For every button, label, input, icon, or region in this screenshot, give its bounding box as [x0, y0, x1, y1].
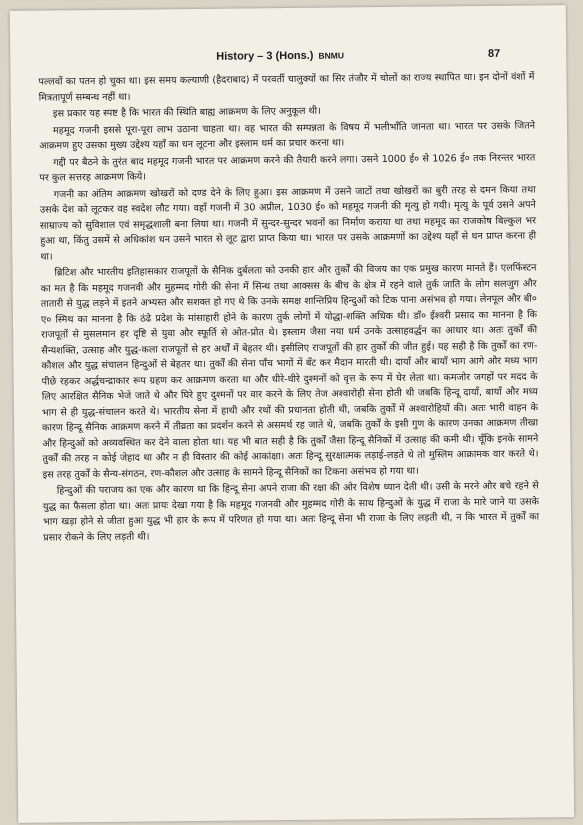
paragraph: महमूद गजनी इससे पूरा-पूरा लाभ उठाना चाहता था। वह भारत की सम्पन्नता के विषय में भलीभाँति जानता था। भारत पर उसके जितने आक्रमण हुए उसका मुख्य उद्देश्य यहाँ का धन लूटना और इस्लाम धर्म का प्रचार करना था।	[39, 119, 536, 152]
page-body	[38, 69, 539, 546]
paragraph: गजनी का अंतिम आक्रमण खोखरों को दण्ड देने के लिए हुआ। इस आक्रमण में उसने जाटों तथा खोखरों का बुरी तरह से दमन किया तथा उसके देश को लूटकर वह स्वदेश लौट गया। वहाँ गजनी में 30 अप्रील, 1030 ई० को महमूद गजनी की मृत्यु हो गयी। मृत्यु के पूर्व उसने अपने साम्राज्य को सुविशाल एवं समृद्धशाली बना लिया था। गजनी में सुन्दर-सुन्दर भवनों का निर्माण कराया था तथा महमूद का राजकोष बिल्कुल भर हुआ था, किंतु उसमें से अधिकांश धन उसने भारत से लूट द्वारा प्राप्त किया था। भारत पर उसके आक्रमणों का उद्देश्य यहाँ से धन प्राप्त करना ही था।	[39, 183, 537, 263]
page-number: 87	[487, 47, 501, 60]
paragraph: गद्दी पर बैठने के तुरंत बाद महमूद गजनी भारत पर आक्रमण करने की तैयारी करने लगा। उसने 1000 ई० से 1026 ई० तक निरन्तर भारत पर कुल सत्तरह आक्रमण किये।	[39, 151, 536, 184]
paragraph: पल्लवों का पतन हो चुका था। इस समय कल्याणी (हैदराबाद) में परवर्ती चालुक्यों का सिर तंजौर में चोलों का राज्य स्थापित था। इन दोनों वंशों में मित्रतापूर्ण सम्बन्ध नहीं था।	[38, 71, 535, 104]
paragraph: हिन्दुओं की पराजय का एक और कारण था कि हिन्दू सेना अपने राजा की रक्षा की ओर विशेष ध्यान देती थी। उसी के मरने और बचे रहने से युद्ध का फैसला होता था। अतः प्रायः देखा गया है कि महमूद गजनवी और मुहम्मद गोरी के साथ हिन्दुओं के युद्ध में राजा के मारे जाने या उसके भाग खड़ा होने से जीता हुआ युद्ध भी हार के रूप में परिणत हो गया था। अतः हिन्दू सेना भी राजा के लिए लड़ती थी, न कि भारत में तुर्कों का प्रसार रोकने के लिए लड़ती थी।	[42, 480, 540, 544]
paragraph: इस प्रकार यह स्पष्ट है कि भारत की स्थिति बाह्य आक्रमण के लिए अनुकूल थी।	[52, 105, 321, 120]
document-page	[10, 5, 574, 823]
paragraph: ब्रिटिश और भारतीय इतिहासकार राजपूतों के सैनिक दुर्बलता को उनकी हार और तुर्कों की विजय का एक प्रमुख कारण मानते हैं। एलफिंस्टन का मत है कि महमूद गजनवी और मुहम्मद गोरी की सेना में सिन्ध तथा आक्सस के बीच के क्षेत्र में रहने वाले तुर्क जाति के लोग सलजुग और तातारी से युद्ध लड़ने में इतने अभ्यस्त और सशक्त हो गए थे कि उनके समक्ष शान्तिप्रिय हिन्दुओं को टिक पाना असंभव हो गया। लेनपूल और बी० ए० स्मिथ का मानना है कि ठंढे प्रदेश के मांसाहारी होने के कारण तुर्क लोगों में योद्धा-शक्ति अधिक थी। डॉ० ईश्वरी प्रसाद का मानना है कि राजपूतों से मुसलमान हर दृष्टि से युवा और स्फूर्ति से ओत-प्रोत थे। इस्लाम जैसा नया धर्म उनके उत्साहवर्द्धन का आधार था। अतः तुर्कों की सैन्यशक्ति, उत्साह और युद्ध-कला राजपूतों से हर अर्थों में बेहतर थी। इसीलिए राजपूतों की हार तुर्कों की जीत हुई। यह सही है कि तुर्कों का रण-कौशल और युद्ध संचालन हिन्दुओं से बेहतर था। तुर्कों की सेना पाँच भागों में बँट कर मैदान मारती थी। दायाँ और बायाँ भाग आगे और मध्य भाग पीछे रहकर अर्द्धचन्द्राकार रूप ग्रहण कर आक्रमण करता था और धीरे-धीरे दुश्मनों को वृत्त के रूप में घेर लेता था। कमजोर जगहों पर मदद के लिए आरक्षित सैनिक भेजे जाते थे और घिरे हुए दुश्मनों पर वार करने के लिए तेज अश्वारोही सेना होती थी जबकि हिन्दू दायाँ, बायाँ और मध्य भाग से ही युद्ध-संचालन करते थे। भारतीय सेना में हाथी और रथों की प्रधानता होती थी, जबकि तुर्कों में अश्वारोहियों की। अतः भारी वाहन के कारण हिन्दू सैनिक आक्रमण करने में तीव्रता का प्रदर्शन करने से असमर्थ रह जाते थे, जबकि तुर्कों के इसी गुण के कारण उनका आक्रमण तीखा और हिन्दुओं को अव्यवस्थित कर देने वाला होता था। यह भी बात सही है कि तुर्कों जैसा हिन्दू सैनिकों में उत्साह की कमी थी। चूँकि इनके सामने तुर्कों की तरह न कोई जेहाद था और न ही विस्तार की कोई आकांक्षा। अतः हिन्दू सुरक्षात्मक लड़ाई-लड़ते थे तो मुस्लिम आक्रामक वार करते थे। इस तरह तुर्कों के सैन्य-संगठन, रण-कौशल और उत्साह के सामने हिन्दू सैनिकों का टिकना असंभव हो गया था।	[40, 262, 539, 481]
page-header	[10, 47, 566, 71]
book-title: History – 3 (Hons.) BNMU	[216, 49, 345, 63]
university-name: BNMU	[318, 50, 345, 61]
